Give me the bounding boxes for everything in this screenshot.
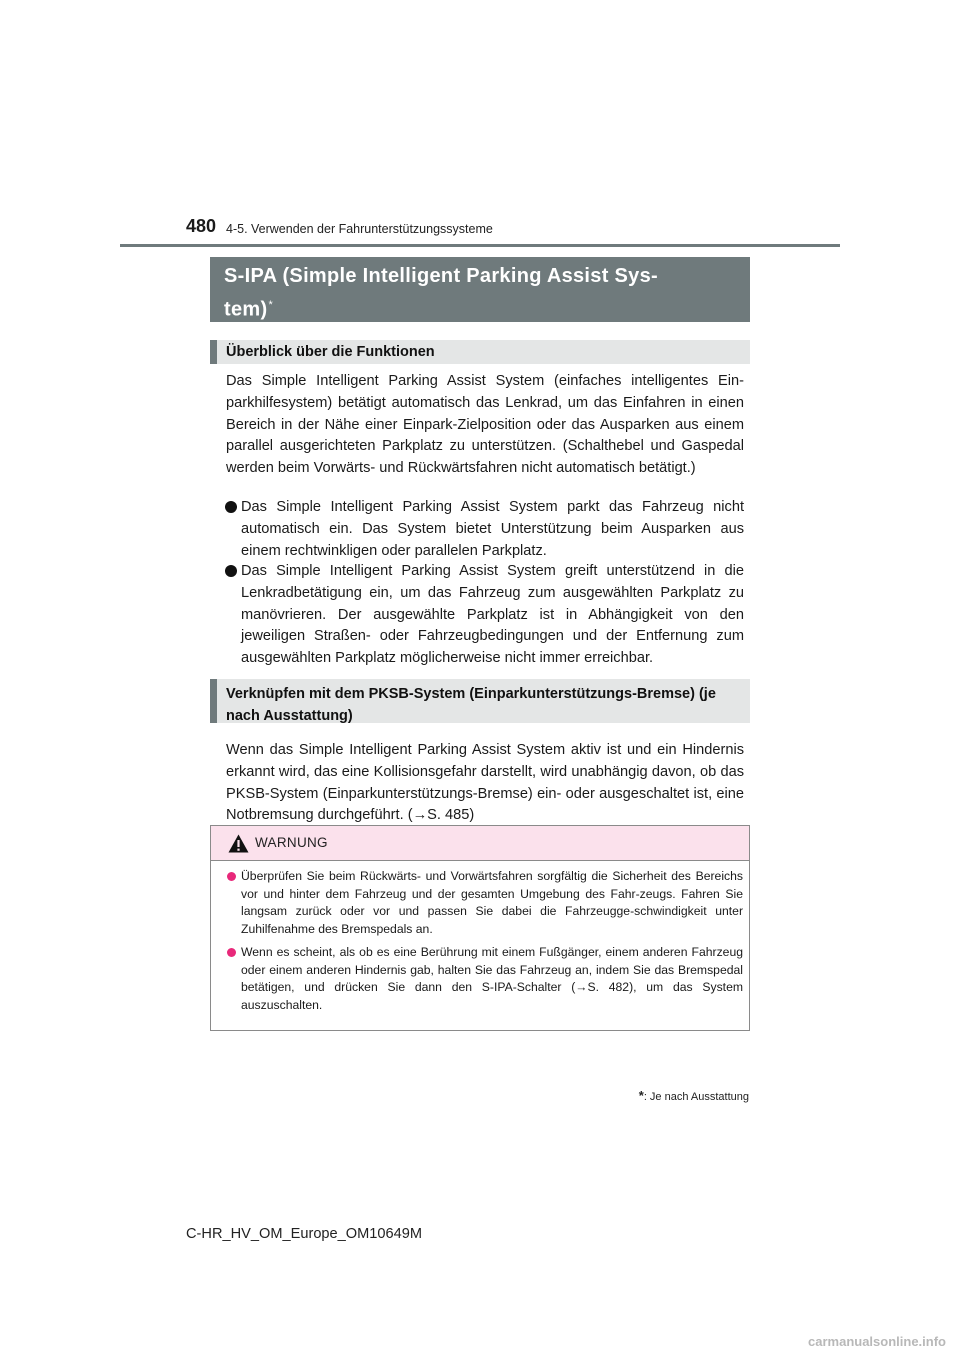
overview-text: Das Simple Intelligent Parking Assist System (einfaches intelligentes Ein-parkhilfesystem) betätigt automatisch das Lenkrad, um das Einfahren in einen Bereich in der Nähe einer Einpark-Zielposition oder das Ausparken aus einem parallel ausgerichteten Parkplatz zu unterstützen. (Schalthebel und Gaspedal werden beim Vorwärts- und Rückwärtsfahren nicht automatisch betätigt.)	[226, 373, 744, 477]
warning-item	[227, 868, 743, 938]
warning-label: WARNUNG	[255, 835, 328, 850]
warning-box	[210, 825, 750, 1031]
watermark: carmanualsonline.info	[808, 1334, 946, 1349]
header-rule	[120, 244, 840, 247]
warning-bullet-icon	[227, 872, 236, 881]
footnote-marker: *	[638, 1088, 644, 1103]
bullet-dot-icon	[225, 501, 237, 513]
footnote-text: : Je nach Ausstattung	[643, 1091, 749, 1103]
warning-text: Wenn es scheint, als ob es eine Berührung mit einem Fußgänger, einem anderen Fahrzeug oder einem anderen Hindernis gab, halten Sie das Fahrzeug an, indem Sie das Bremspedal betätigen, und drücken Sie dann den S-IPA-Schalter (→S. 482), um das System auszuschalten.	[241, 945, 743, 1012]
bullet-text: Das Simple Intelligent Parking Assist System greift unterstützend in die Lenkradbetätigung ein, um das Fahrzeug zum ausgewählten Parkplatz zu manövrieren. Der ausgewählte Parkplatz ist in Abhängigkeit von den jeweiligen Straßen- oder Fahrzeugbedingungen und der Entfernung zum ausgewählten Parkplatz möglicherweise nicht immer erreichbar.	[241, 563, 744, 667]
warning-text: Überprüfen Sie beim Rückwärts- und Vorwärtsfahren sorgfältig die Sicherheit des Bereichs vor und hinter dem Fahrzeug und der gesamten Umgebung des Fahr-zeugs. Fahren Sie langsam zurück oder vor und passen Sie dabei die Fahrzeugge-schwindigkeit unter Zuhilfenahme des Bremspedals an.	[241, 869, 743, 936]
warning-item	[227, 944, 743, 1014]
overview-heading: Überblick über die Funktionen	[210, 340, 750, 364]
chapter-title: 4-5. Verwenden der Fahrunterstützungssysteme	[226, 222, 493, 236]
warning-bullet-icon	[227, 948, 236, 957]
pksb-text: Wenn das Simple Intelligent Parking Assist System aktiv ist und ein Hindernis erkannt wird, das eine Kollisionsgefahr darstellt, wird unabhängig davon, ob das PKSB-System (Einparkunterstützungs-Bremse) ein- oder ausgeschaltet ist, eine Notbremsung durchgeführt. (→S. 485)	[226, 742, 744, 824]
section-title-marker: *	[268, 299, 274, 311]
pksb-heading: Verknüpfen mit dem PKSB-System (Einparkunterstützungs-Bremse) (je nach Ausstattung)	[210, 679, 750, 723]
bullet-dot-icon	[225, 565, 237, 577]
footnote	[639, 1088, 749, 1103]
bullet-item	[214, 497, 744, 562]
bullet-text: Das Simple Intelligent Parking Assist System parkt das Fahrzeug nicht automatisch ein. Das System bietet Unterstützung beim Ausparken aus einem rechtwinkligen oder parallelen Parkplatz.	[241, 499, 744, 559]
section-title-line2: tem)	[224, 298, 268, 321]
section-title-line1: S-IPA (Simple Intelligent Parking Assist Sys-	[224, 265, 658, 287]
warning-header	[211, 826, 749, 861]
warning-triangle-icon	[228, 834, 249, 853]
section-title	[210, 257, 750, 322]
bullet-item	[214, 561, 744, 670]
page-number: 480	[186, 216, 217, 236]
document-id: C-HR_HV_OM_Europe_OM10649M	[186, 1226, 423, 1242]
